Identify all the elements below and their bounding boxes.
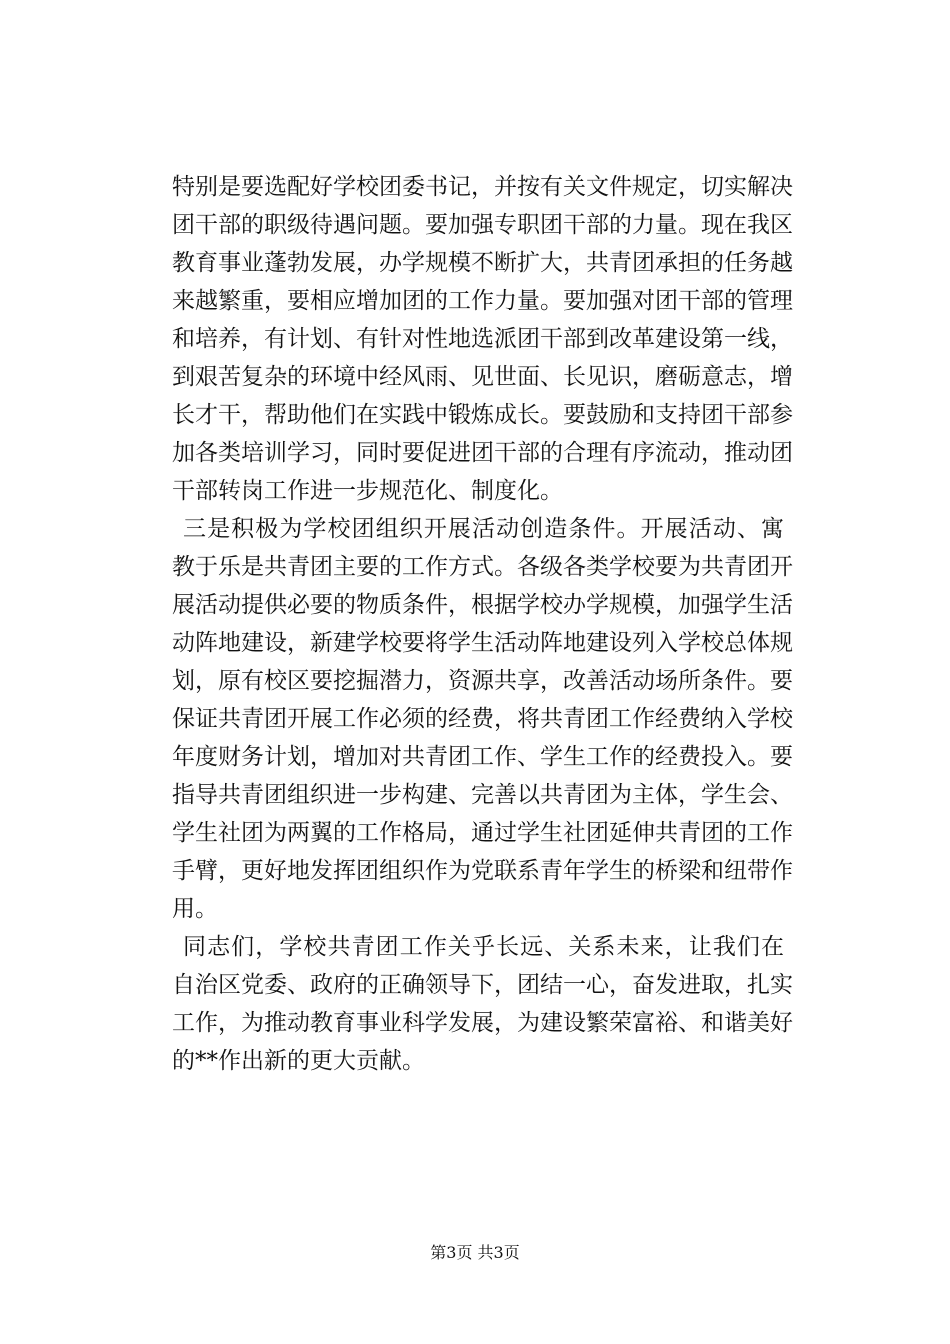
paragraph-2-line-6: 保证共青团开展工作必须的经费，将共青团工作经费纳入学校 — [172, 706, 793, 732]
paragraph-1-line-2: 团干部的职级待遇问题。要加强专职团干部的力量。现在我区 — [172, 212, 793, 238]
paragraph-2-line-1: 三是积极为学校团组织开展活动创造条件。开展活动、寓 — [183, 516, 784, 542]
page-footer — [0, 1242, 950, 1264]
paragraph-2-line-8: 指导共青团组织进一步构建、完善以共青团为主体，学生会、 — [172, 782, 793, 808]
paragraph-2-line-9: 学生社团为两翼的工作格局，通过学生社团延伸共青团的工作 — [172, 820, 793, 846]
document-body — [172, 168, 793, 1080]
paragraph-3-line-2: 自治区党委、政府的正确领导下，团结一心，奋发进取，扎实 — [172, 972, 793, 998]
paragraph-1-line-9: 干部转岗工作进一步规范化、制度化。 — [172, 478, 563, 504]
paragraph-2-line-2: 教于乐是共青团主要的工作方式。各级各类学校要为共青团开 — [172, 554, 793, 580]
paragraph-1-line-3: 教育事业蓬勃发展，办学规模不断扩大，共青团承担的任务越 — [172, 250, 793, 276]
paragraph-2-line-10: 手臂，更好地发挥团组织作为党联系青年学生的桥梁和纽带作 — [172, 858, 793, 884]
paragraph-2-line-5: 划，原有校区要挖掘潜力，资源共享，改善活动场所条件。要 — [172, 668, 793, 694]
paragraph-3-line-3: 工作，为推动教育事业科学发展，为建设繁荣富裕、和谐美好 — [172, 1010, 793, 1036]
paragraph-2-line-7: 年度财务计划，增加对共青团工作、学生工作的经费投入。要 — [172, 744, 793, 770]
paragraph-2-line-3: 展活动提供必要的物质条件，根据学校办学规模，加强学生活 — [172, 592, 793, 618]
paragraph-1-line-4: 来越繁重，要相应增加团的工作力量。要加强对团干部的管理 — [172, 288, 793, 314]
paragraph-2-line-11: 用。 — [172, 896, 218, 922]
paragraph-1-line-6: 到艰苦复杂的环境中经风雨、见世面、长见识，磨砺意志，增 — [172, 364, 793, 390]
paragraph-2-line-4: 动阵地建设，新建学校要将学生活动阵地建设列入学校总体规 — [172, 630, 793, 656]
paragraph-1-line-5: 和培养，有计划、有针对性地选派团干部到改革建设第一线， — [172, 326, 793, 352]
page-number-label: 第3页 共3页 — [430, 1243, 520, 1262]
paragraph-3-line-4: 的**作出新的更大贡献。 — [172, 1048, 425, 1074]
paragraph-3-line-1: 同志们，学校共青团工作关乎长远、关系未来，让我们在 — [183, 934, 784, 960]
paragraph-1-line-7: 长才干，帮助他们在实践中锻炼成长。要鼓励和支持团干部参 — [172, 402, 793, 428]
paragraph-1-line-8: 加各类培训学习，同时要促进团干部的合理有序流动，推动团 — [172, 440, 793, 466]
paragraph-1-line-1: 特别是要选配好学校团委书记，并按有关文件规定，切实解决 — [172, 174, 793, 200]
